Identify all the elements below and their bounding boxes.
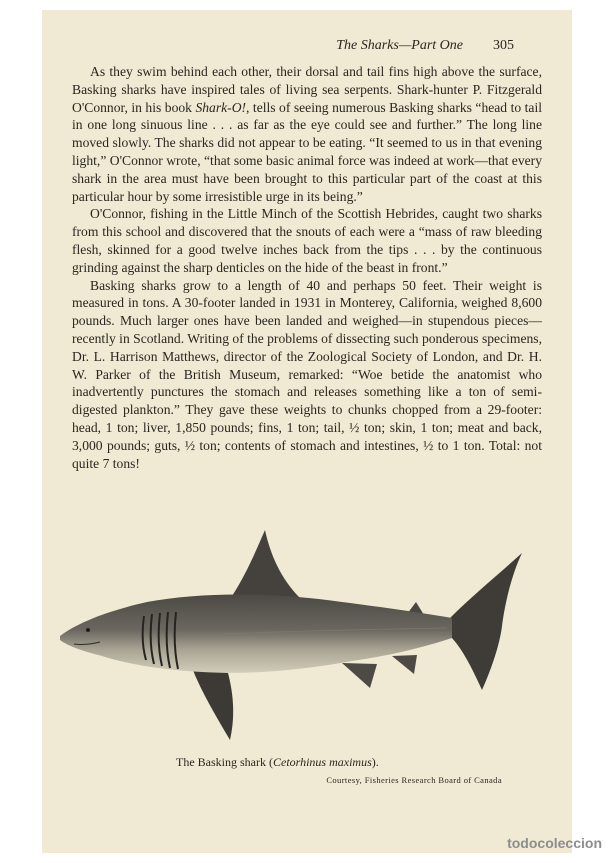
paragraph: As they swim behind each other, their dorsal and tail fins high above the surface, Basking sharks have inspired tales of living sea serpents. Shark-hunter P. Fitzgerald O'Connor, in his book Shark-O!, tells of seeing numerous Basking sharks “head to tail in one long sinuous line . . . as far as the eye could see and further.” The long line moved slowly. The sharks did not appear to be eating. “It seemed to us in that evening light,” O'Connor wrote, “that some basic animal force was indeed at work—that every shark in the area must have been brought to this particular part of the coast at this particular hour by some irresistible urge in its being.” bbox=[72, 64, 542, 204]
shark-body bbox=[60, 595, 452, 673]
page-number: 305 bbox=[493, 38, 514, 53]
figure-credit: Courtesy, Fisheries Research Board of Canada bbox=[326, 775, 502, 785]
tail-fin bbox=[450, 553, 522, 690]
shark-illustration bbox=[52, 518, 532, 753]
figure-caption: The Basking shark (Cetorhinus maximus). bbox=[176, 755, 379, 769]
book-title: Shark-O! bbox=[195, 99, 247, 115]
paragraph: O'Connor, fishing in the Little Minch of the Scottish Hebrides, caught two sharks from this school and discovered that the snouts of each were a “mass of raw bleeding flesh, skinned for a good twelve inches back from the tips . . . by the continuous grinding against the sharp denticles on the hide of the beast in front.” bbox=[72, 206, 542, 275]
book-page bbox=[42, 10, 572, 853]
eye bbox=[86, 628, 90, 632]
page-header bbox=[42, 38, 514, 54]
pelvic-fin bbox=[342, 663, 377, 688]
paragraph: Basking sharks grow to a length of 40 and perhaps 50 feet. Their weight is measured in tons. A 30-footer landed in 1931 in Monterey, California, weighed 8,600 pounds. Much larger ones have been landed and weighed—in stupendous pieces—recently in Scotland. Writing of the problems of dissecting such ponderous specimens, Dr. L. Harrison Matthews, director of the Zoological Society of London, and Dr. H. W. Parker of the British Museum, remarked: “Woe betide the anatomist who inadvertently punctures the stomach and releases something like a ton of semi-digested plankton.” They gave these weights to chunks chopped from a 29-footer: head, 1 ton; liver, 1,850 pounds; fins, 1 ton; tail, ½ ton; skin, 1 ton; meat and back, 3,000 pounds; guts, ½ ton; contents of stomach and intestines, ½ to 1 ton. Total: not quite 7 tons! bbox=[72, 277, 542, 471]
scientific-name: Cetorhinus maximus bbox=[272, 755, 372, 769]
running-title: The Sharks—Part One bbox=[336, 38, 463, 53]
pectoral-fin bbox=[192, 668, 233, 740]
basking-shark-drawing bbox=[52, 518, 532, 753]
anal-fin bbox=[392, 655, 417, 674]
dorsal-fin bbox=[232, 530, 300, 598]
body-text bbox=[72, 63, 542, 472]
watermark: todocoleccion bbox=[507, 835, 602, 851]
